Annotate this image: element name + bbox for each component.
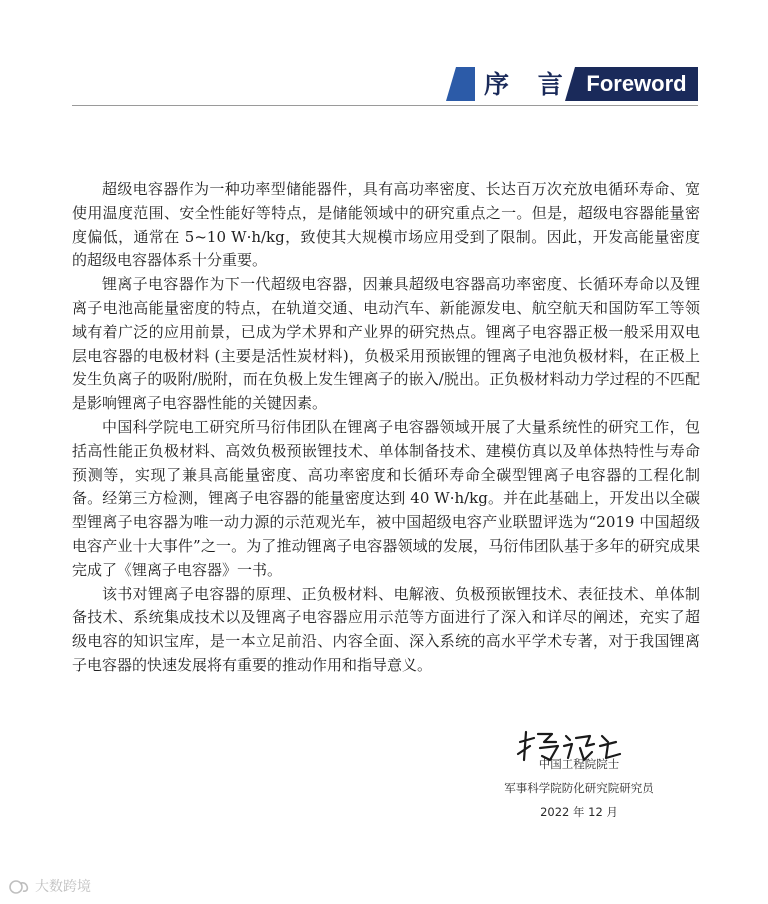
- header-rule: [72, 105, 698, 106]
- signer-title-researcher: 军事科学院防化研究院研究员: [504, 781, 654, 795]
- signature-block: [470, 752, 688, 824]
- page-title: 序 言: [484, 70, 573, 99]
- foreword-body: [72, 178, 700, 678]
- paragraph: 该书对锂离子电容器的原理、正负极材料、电解液、负极预嵌锂技术、表征技术、单体制备技术、系统集成技术以及锂离子电容器应用示范等方面进行了深入和详尽的阐述，充实了超级电容的知识宝库，是一本立足前沿、内容全面、深入系统的高水平学术专著，对于我国锂离子电容器的快速发展将有重要的推动作用和指导意义。: [72, 584, 700, 674]
- paragraph: 超级电容器作为一种功率型储能器件，具有高功率密度、长达百万次充放电循环寿命、宽使用温度范围、安全性能好等特点，是储能领域中的研究重点之一。但是，超级电容器能量密度偏低，通常在 5~10 W·h/kg，致使其大规模市场应用受到了限制。因此，开发高能量密度的超级电容器体系十分重要。: [72, 180, 700, 270]
- page-title-english: Foreword: [586, 71, 687, 96]
- paragraph: 锂离子电容器作为下一代超级电容器，因兼具超级电容器高功率密度、长循环寿命以及锂离子电池高能量密度的特点，在轨道交通、电动汽车、新能源发电、航空航天和国防军工等领域有着广泛的应用前景，已成为学术界和产业界的研究热点。锂离子电容器正极一般采用双电层电容器的电极材料 (主要是活性炭材料)，负极采用预嵌锂的锂离子电池负极材料，在正极上发生负离子的吸附/脱附，而在负极上发生锂离子的嵌入/脱出。正负极材料动力学过程的不匹配是影响锂离子电容器性能的关键因素。: [72, 275, 700, 413]
- banner-accent-tab: [446, 67, 475, 101]
- watermark: [8, 877, 91, 897]
- signature-date: 2022 年 12 月: [540, 805, 618, 819]
- signer-title-academician: 中国工程院院士: [538, 757, 620, 771]
- paragraph: 中国科学院电工研究所马衍伟团队在锂离子电容器领域开展了大量系统性的研究工作，包括高性能正负极材料、高效负极预嵌锂技术、单体制备技术、建模仿真以及单体热特性与寿命预测等，实现了兼具高能量密度、高功率密度和长循环寿命全碳型锂离子电容器的工程化制备。经第三方检测，锂离子电容器的能量密度达到 40 W·h/kg。并在此基础上，开发出以全碳型锂离子电容器为唯一动力源的示范观光车，被中国超级电容产业联盟评选为“2019 中国超级电容产业十大事件”之一。为了推动锂离子电容器领域的发展，马衍伟团队基于多年的研究成果完成了《锂离子电容器》一书。: [72, 417, 700, 579]
- watermark-logo-icon: [8, 879, 32, 895]
- watermark-text: 大数跨境: [35, 879, 91, 895]
- foreword-banner: [446, 67, 698, 101]
